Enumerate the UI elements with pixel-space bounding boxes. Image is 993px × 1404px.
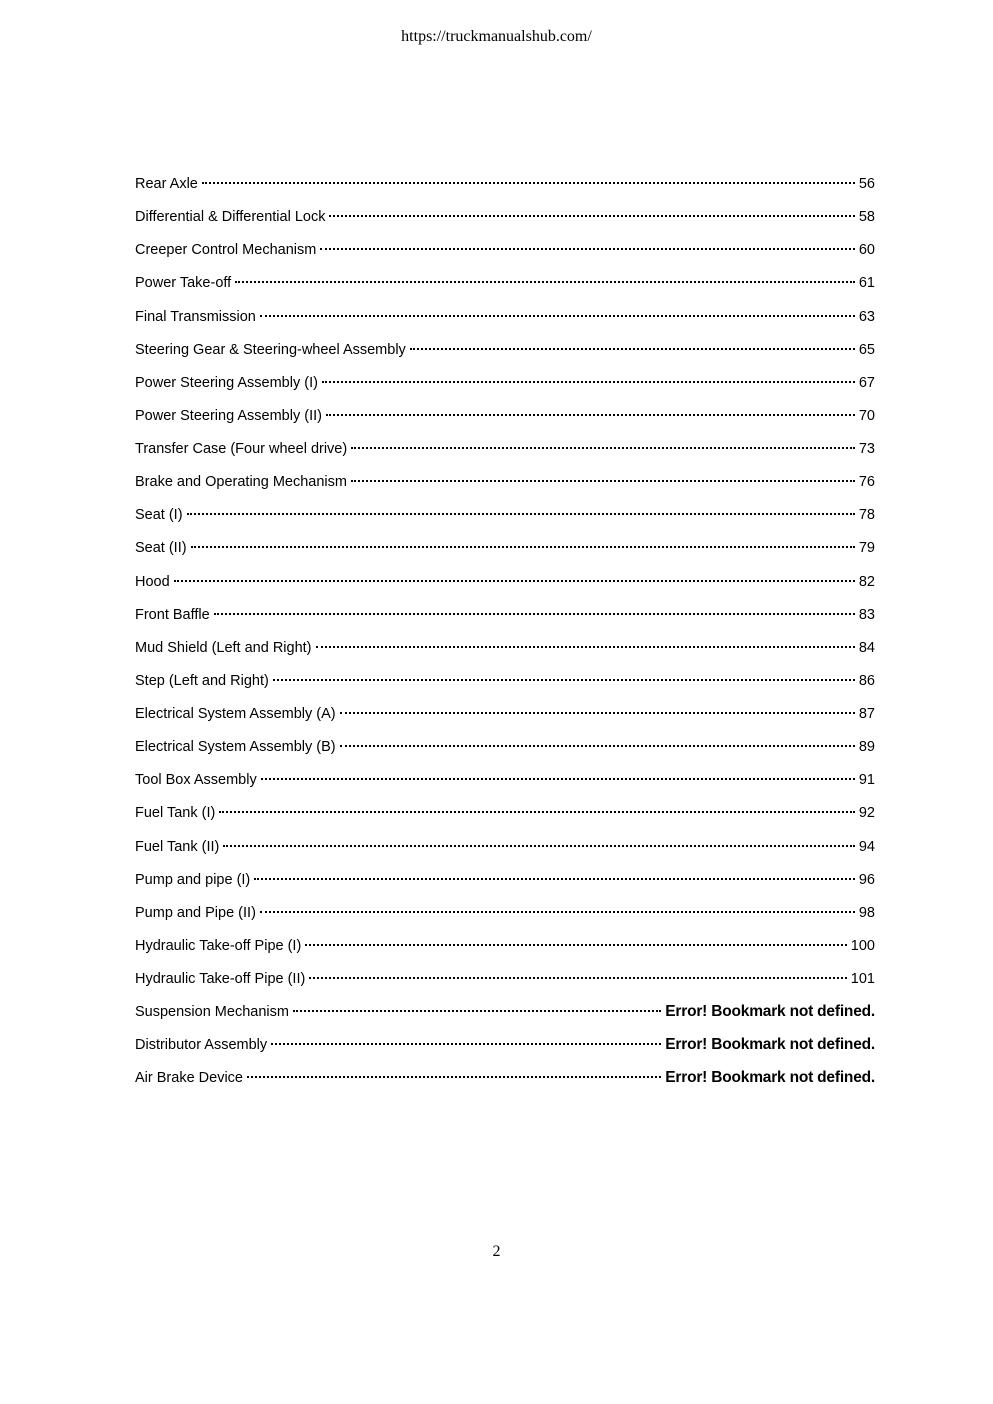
toc-entry-page: Error! Bookmark not defined. (665, 1003, 875, 1021)
toc-entry-page: 56 (858, 176, 875, 192)
toc-entry-title: Fuel Tank (I) (135, 805, 216, 822)
toc-entry-title: Creeper Control Mechanism (135, 242, 317, 259)
toc-entry[interactable] (135, 174, 875, 207)
toc-entry-page: 84 (858, 639, 875, 656)
toc-entry-title: Electrical System Assembly (B) (135, 739, 336, 756)
toc-dot-leader (340, 745, 855, 747)
toc-entry[interactable] (135, 770, 875, 803)
toc-entry-page: 73 (858, 441, 875, 457)
toc-entry-title: Power Take-off (135, 275, 232, 292)
toc-entry-title: Differential & Differential Lock (135, 209, 326, 226)
toc-entry-title: Pump and pipe (I) (135, 871, 251, 888)
toc-dot-leader (351, 447, 855, 449)
toc-entry-title: Air Brake Device (135, 1070, 243, 1087)
toc-entry[interactable] (135, 240, 875, 273)
toc-entry-title: Step (Left and Right) (135, 672, 269, 689)
toc-entry[interactable] (135, 1068, 875, 1101)
toc-dot-leader (214, 613, 855, 615)
toc-entry-title: Electrical System Assembly (A) (135, 706, 336, 722)
toc-entry-title: Steering Gear & Steering-wheel Assembly (135, 341, 406, 358)
toc-entry-page: 63 (858, 308, 875, 325)
toc-entry-title: Pump and Pipe (II) (135, 904, 256, 921)
toc-entry-page: 96 (858, 871, 875, 888)
toc-entry-page: 58 (858, 209, 875, 226)
toc-dot-leader (261, 778, 855, 780)
toc-entry-page: 98 (858, 904, 875, 921)
table-of-contents (135, 174, 875, 1102)
toc-entry[interactable] (135, 340, 875, 373)
toc-dot-leader (174, 580, 855, 582)
toc-entry-page: 60 (858, 242, 875, 259)
toc-entry-title: Suspension Mechanism (135, 1004, 289, 1021)
toc-entry-title: Power Steering Assembly (II) (135, 407, 322, 424)
toc-entry[interactable] (135, 207, 875, 240)
toc-entry[interactable] (135, 704, 875, 737)
toc-entry-page: 87 (858, 706, 875, 722)
toc-dot-leader (271, 1043, 661, 1045)
page-number: 2 (492, 1243, 501, 1260)
toc-entry[interactable] (135, 1002, 875, 1035)
toc-entry-page: 76 (858, 474, 875, 491)
toc-entry-page: 61 (858, 275, 875, 292)
toc-entry-page: 70 (858, 407, 875, 424)
toc-dot-leader (340, 712, 855, 714)
toc-dot-leader (202, 182, 855, 184)
toc-entry[interactable] (135, 373, 875, 406)
toc-entry[interactable] (135, 572, 875, 605)
toc-entry[interactable] (135, 439, 875, 472)
toc-entry[interactable] (135, 936, 875, 969)
toc-entry-page: 83 (858, 606, 875, 623)
toc-entry[interactable] (135, 638, 875, 671)
toc-entry-title: Tool Box Assembly (135, 772, 257, 789)
toc-dot-leader (273, 679, 855, 681)
toc-entry-page: 65 (858, 341, 875, 358)
toc-entry-page: 79 (858, 540, 875, 557)
toc-entry[interactable] (135, 505, 875, 538)
toc-entry-page: 101 (850, 971, 875, 987)
toc-dot-leader (254, 878, 855, 880)
toc-entry-title: Mud Shield (Left and Right) (135, 639, 312, 656)
toc-entry-title: Hood (135, 573, 170, 590)
toc-dot-leader (322, 381, 855, 383)
toc-dot-leader (247, 1076, 661, 1078)
toc-entry-page: 92 (858, 805, 875, 822)
toc-entry[interactable] (135, 837, 875, 870)
toc-entry-title: Final Transmission (135, 308, 256, 325)
toc-dot-leader (329, 215, 854, 217)
toc-dot-leader (309, 977, 846, 979)
toc-dot-leader (410, 348, 855, 350)
toc-dot-leader (316, 646, 855, 648)
toc-dot-leader (187, 513, 855, 515)
toc-dot-leader (320, 248, 855, 250)
toc-entry-title: Front Baffle (135, 606, 210, 623)
toc-entry[interactable] (135, 1035, 875, 1068)
toc-dot-leader (219, 811, 855, 813)
toc-dot-leader (260, 911, 855, 913)
toc-dot-leader (293, 1010, 661, 1012)
toc-entry-page: 78 (858, 507, 875, 524)
toc-entry-page: 91 (858, 772, 875, 789)
toc-dot-leader (351, 480, 855, 482)
toc-entry[interactable] (135, 969, 875, 1002)
toc-entry[interactable] (135, 406, 875, 439)
toc-entry-title: Fuel Tank (II) (135, 838, 220, 855)
header-url: https://truckmanualshub.com/ (401, 28, 592, 45)
toc-entry-page: 89 (858, 739, 875, 756)
toc-entry-page: 67 (858, 374, 875, 391)
toc-entry-page: 100 (850, 937, 875, 954)
toc-dot-leader (326, 414, 855, 416)
toc-entry[interactable] (135, 538, 875, 571)
toc-entry-title: Brake and Operating Mechanism (135, 474, 347, 491)
toc-entry-page: 86 (858, 672, 875, 689)
toc-entry[interactable] (135, 903, 875, 936)
toc-entry-title: Transfer Case (Four wheel drive) (135, 441, 348, 457)
toc-entry-title: Hydraulic Take-off Pipe (I) (135, 937, 302, 954)
toc-entry[interactable] (135, 870, 875, 903)
toc-dot-leader (235, 281, 855, 283)
toc-entry[interactable] (135, 472, 875, 505)
toc-entry[interactable] (135, 605, 875, 638)
toc-entry[interactable] (135, 671, 875, 704)
toc-entry-page: 82 (858, 573, 875, 590)
toc-entry-title: Seat (II) (135, 540, 187, 557)
toc-entry-page: Error! Bookmark not defined. (665, 1069, 875, 1087)
toc-entry[interactable] (135, 803, 875, 836)
toc-entry-title: Distributor Assembly (135, 1037, 268, 1054)
toc-entry-title: Rear Axle (135, 176, 198, 192)
toc-entry-title: Hydraulic Take-off Pipe (II) (135, 971, 306, 987)
toc-dot-leader (223, 845, 855, 847)
toc-dot-leader (260, 315, 855, 317)
toc-entry[interactable] (135, 273, 875, 306)
toc-entry-page: Error! Bookmark not defined. (665, 1036, 875, 1054)
toc-dot-leader (305, 944, 847, 946)
toc-entry-title: Seat (I) (135, 507, 183, 524)
toc-entry-title: Power Steering Assembly (I) (135, 374, 318, 391)
toc-dot-leader (191, 546, 855, 548)
toc-entry[interactable] (135, 737, 875, 770)
toc-entry[interactable] (135, 307, 875, 340)
toc-entry-page: 94 (858, 838, 875, 855)
